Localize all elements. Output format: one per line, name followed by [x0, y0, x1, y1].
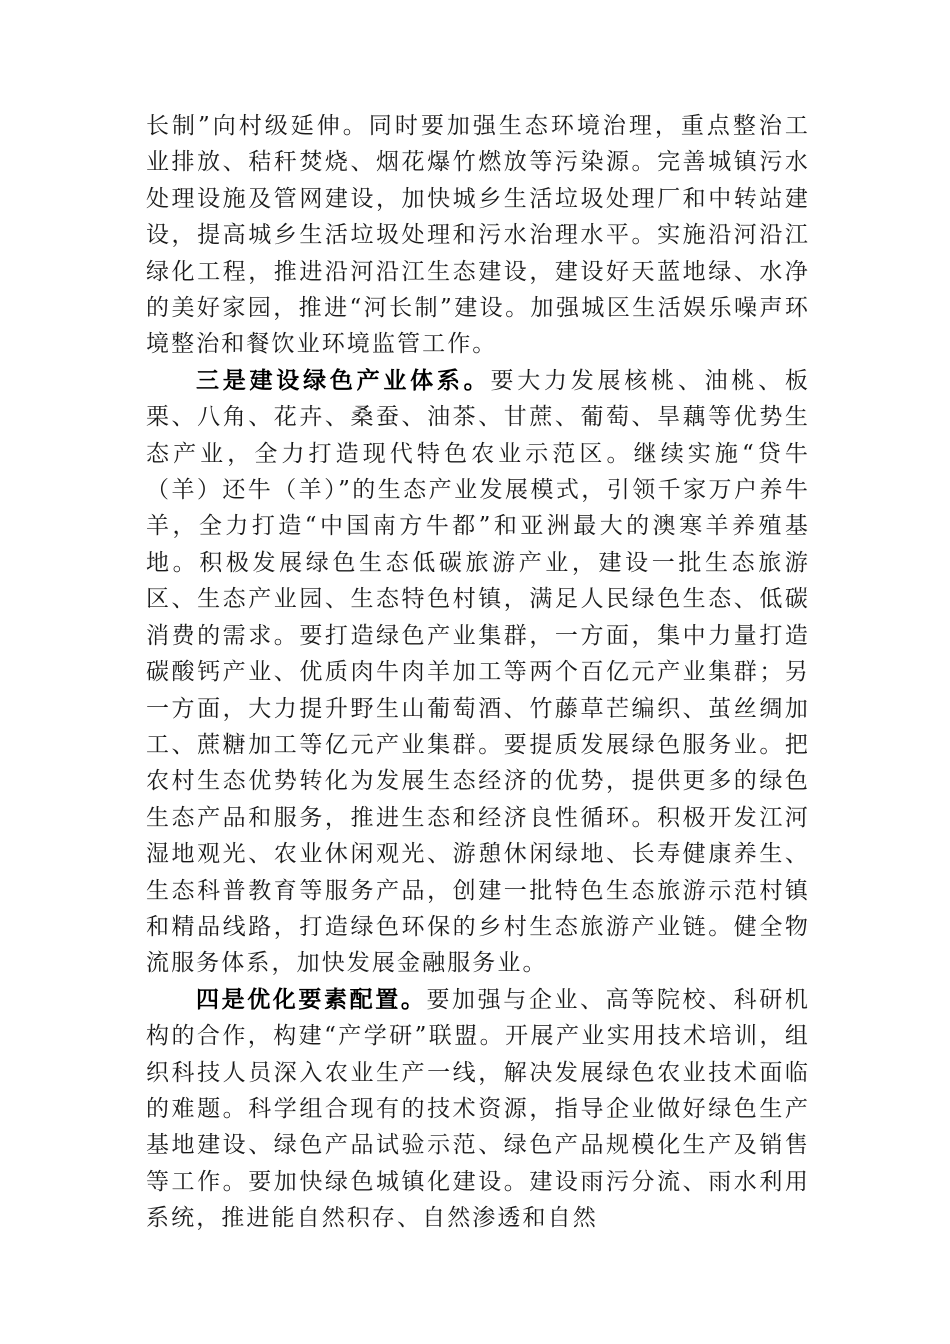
paragraph-text: 要加强与企业、高等院校、科研机构的合作，构建“产学研”联盟。开展产业实用技术培训，组织科技人员深入农业生产一线，解决发展绿色农业技术面临的难题。科学组合现有的技术资源，指导企业做好绿色生产基地建设、绿色产品试验示范、绿色产品规模化生产及销售等工作。要加快绿色城镇化建设。建设雨污分流、雨水利用系统，推进能自然积存、自然渗透和自然 — [146, 986, 810, 1232]
paragraph-resource-allocation — [146, 982, 810, 1237]
paragraph-green-industry — [146, 363, 810, 982]
body-text — [146, 108, 810, 1237]
paragraph-heading: 四是优化要素配置。 — [196, 985, 427, 1013]
paragraph-continuation — [146, 108, 810, 363]
paragraph-text: 要大力发展核桃、油桃、板栗、八角、花卉、桑蚕、油茶、甘蔗、葡萄、旱藕等优势生态产业，全力打造现代特色农业示范区。继续实施“贷牛（羊）还牛（羊）”的生态产业发展模式，引领千家万户养牛羊，全力打造“中国南方牛都”和亚洲最大的澳寒羊养殖基地。积极发展绿色生态低碳旅游产业，建设一批生态旅游区、生态产业园、生态特色村镇，满足人民绿色生态、低碳消费的需求。要打造绿色产业集群，一方面，集中力量打造碳酸钙产业、优质肉牛肉羊加工等两个百亿元产业集群；另一方面，大力提升野生山葡萄酒、竹藤草芒编织、茧丝绸加工、蔗糖加工等亿元产业集群。要提质发展绿色服务业。把农村生态优势转化为发展生态经济的优势，提供更多的绿色生态产品和服务，推进生态和经济良性循环。积极开发江河湿地观光、农业休闲观光、游憩休闲绿地、长寿健康养生、生态科普教育等服务产品，创建一批特色生态旅游示范村镇和精品线路，打造绿色环保的乡村生态旅游产业链。健全物流服务体系，加快发展金融服务业。 — [146, 367, 810, 977]
paragraph-heading: 三是建设绿色产业体系。 — [196, 366, 491, 394]
paragraph-text: 长制”向村级延伸。同时要加强生态环境治理，重点整治工业排放、秸秆焚烧、烟花爆竹燃放等污染源。完善城镇污水处理设施及管网建设，加快城乡生活垃圾处理厂和中转站建设，提高城乡生活垃圾处理和污水治理水平。实施沿河沿江绿化工程，推进沿河沿江生态建设，建设好天蓝地绿、水净的美好家园，推进“河长制”建设。加强城区生活娱乐噪声环境整治和餐饮业环境监管工作。 — [146, 113, 810, 358]
